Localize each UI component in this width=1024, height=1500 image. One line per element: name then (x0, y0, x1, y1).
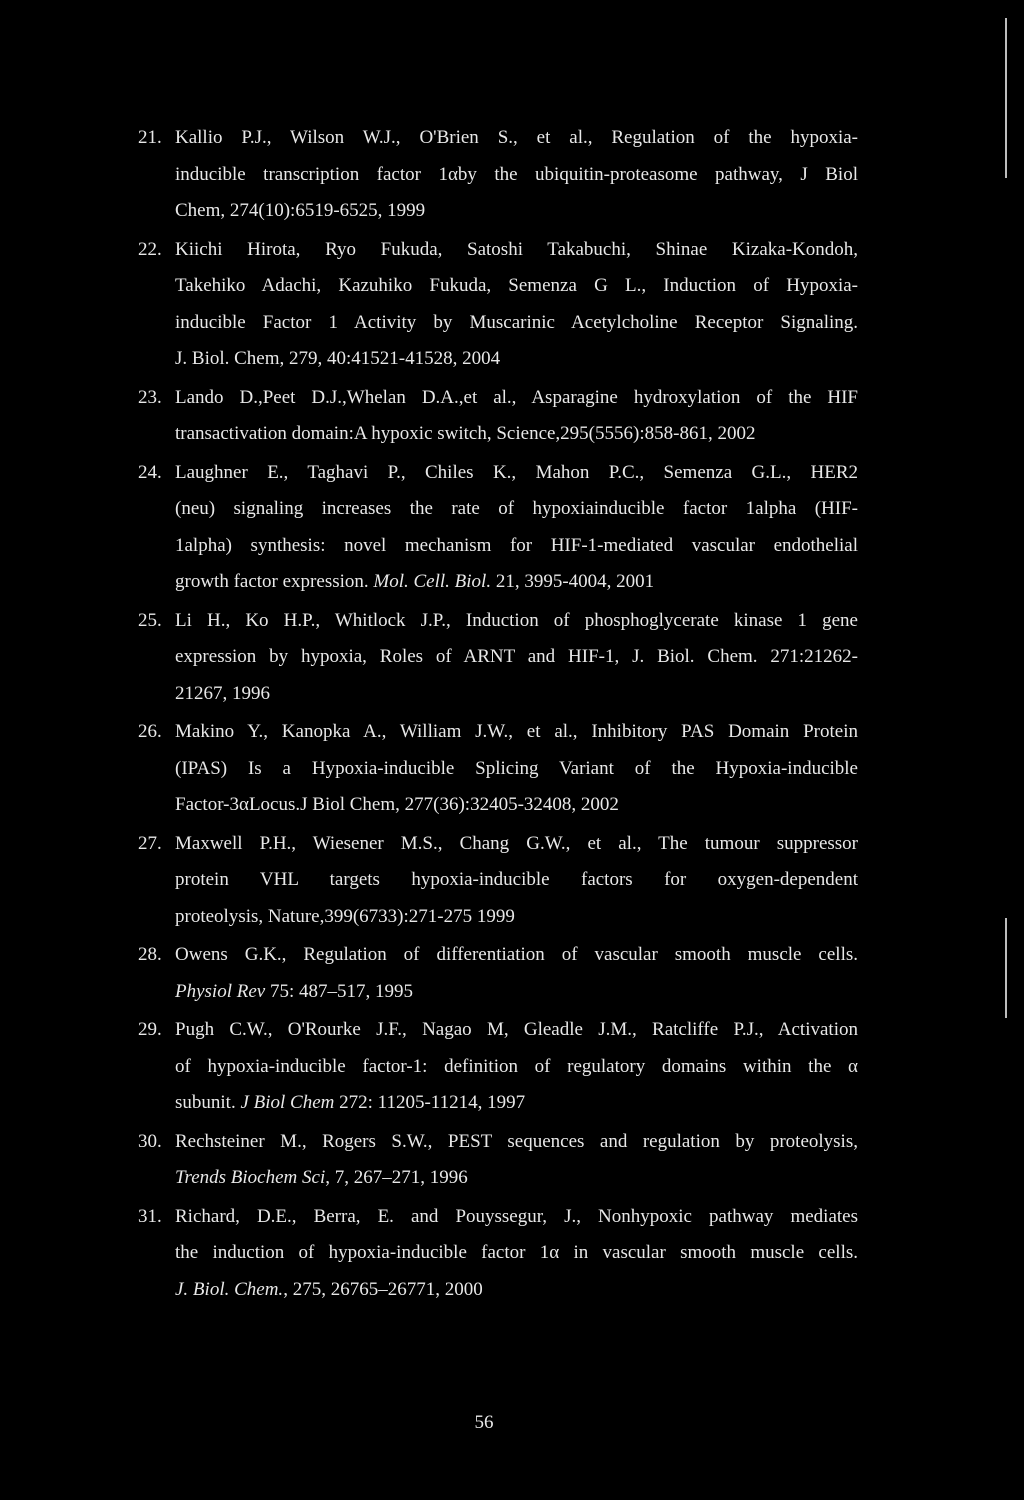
reference-item (138, 603, 858, 713)
reference-line: Richard, D.E., Berra, E. and Pouyssegur, J., Nonhypoxic pathway mediates (175, 1205, 858, 1227)
reference-number: 24. (138, 461, 162, 483)
reference-line: Lando D.,Peet D.J.,Whelan D.A.,et al., Asparagine hydroxylation of the HIF (175, 386, 858, 408)
journal-name: Mol. Cell. Biol. (373, 571, 492, 592)
reference-text: , 7, 267–271, 1996 (325, 1167, 468, 1188)
journal-name: Physiol Rev (175, 980, 266, 1002)
reference-number: 23. (138, 386, 162, 408)
reference-line: Maxwell P.H., Wiesener M.S., Chang G.W., et al., The tumour suppressor (175, 832, 858, 854)
reference-number: 30. (138, 1130, 162, 1152)
reference-number: 21. (138, 127, 162, 148)
reference-text: 75: 487–517, 1995 (265, 980, 413, 1002)
scan-edge-line (1005, 918, 1007, 1018)
reference-line: Takehiko Adachi, Kazuhiko Fukuda, Semenza G L., Induction of Hypoxia- (175, 275, 858, 296)
reference-text: 21, 3995-4004, 2001 (491, 571, 655, 592)
journal-name: J. Biol. Chem. (175, 1278, 284, 1300)
reference-line: Laughner E., Taghavi P., Chiles K., Mahon P.C., Semenza G.L., HER2 (175, 461, 858, 483)
reference-line: inducible transcription factor 1αby the ubiquitin-proteasome pathway, J Biol (175, 163, 858, 185)
reference-item (138, 1124, 858, 1197)
page-number: 56 (474, 1412, 494, 1433)
reference-item (138, 1012, 858, 1122)
reference-list (138, 120, 858, 1310)
reference-line: protein VHL targets hypoxia-inducible factors for oxygen-dependent (175, 869, 858, 890)
reference-number: 26. (138, 721, 162, 742)
reference-line: expression by hypoxia, Roles of ARNT and HIF-1, J. Biol. Chem. 271:21262- (175, 646, 858, 667)
reference-text: 272: 11205-11214, 1997 (334, 1092, 526, 1113)
reference-item (138, 1199, 858, 1309)
reference-text: subunit. (175, 1092, 241, 1113)
reference-number: 31. (138, 1205, 162, 1227)
journal-name: Trends Biochem Sci (175, 1167, 326, 1188)
reference-line: 21267, 1996 (175, 682, 270, 704)
reference-item (138, 826, 858, 936)
reference-item (138, 455, 858, 601)
reference-line: Owens G.K., Regulation of differentiation of vascular smooth muscle cells. (175, 944, 858, 965)
reference-number: 28. (138, 944, 162, 965)
reference-line: of hypoxia-inducible factor-1: definition of regulatory domains within the α (175, 1055, 858, 1077)
reference-number: 25. (138, 609, 162, 631)
scan-edge-line (1005, 18, 1007, 178)
reference-line: Li H., Ko H.P., Whitlock J.P., Induction of phosphoglycerate kinase 1 gene (175, 609, 858, 631)
reference-line: 1alpha) synthesis: novel mechanism for HIF-1-mediated vascular endothelial (175, 534, 858, 556)
reference-line: the induction of hypoxia-inducible factor 1α in vascular smooth muscle cells. (175, 1242, 858, 1263)
reference-line: Factor-3αLocus.J Biol Chem, 277(36):32405-32408, 2002 (175, 794, 619, 815)
reference-text: , 275, 26765–26771, 2000 (283, 1278, 483, 1300)
reference-line (175, 564, 858, 601)
reference-number: 27. (138, 832, 162, 854)
reference-line: (neu) signaling increases the rate of hypoxiainducible factor 1alpha (HIF- (175, 498, 858, 519)
reference-line (175, 1160, 858, 1197)
reference-line: proteolysis, Nature,399(6733):271-275 1999 (175, 905, 515, 927)
reference-item (138, 380, 858, 453)
reference-line: inducible Factor 1 Activity by Muscarinic Acetylcholine Receptor Signaling. (175, 311, 858, 333)
reference-item (138, 120, 858, 230)
journal-name: J Biol Chem (240, 1092, 335, 1113)
reference-line (175, 1272, 858, 1309)
reference-line (175, 1085, 858, 1122)
reference-line: Chem, 274(10):6519-6525, 1999 (175, 200, 426, 221)
reference-item (138, 714, 858, 824)
reference-item (138, 232, 858, 378)
reference-text: growth factor expression. (175, 571, 374, 592)
reference-line: Makino Y., Kanopka A., William J.W., et al., Inhibitory PAS Domain Protein (175, 721, 858, 742)
reference-line: Kiichi Hirota, Ryo Fukuda, Satoshi Takabuchi, Shinae Kizaka-Kondoh, (175, 238, 858, 260)
reference-item (138, 937, 858, 1010)
reference-line: J. Biol. Chem, 279, 40:41521-41528, 2004 (175, 348, 501, 369)
reference-line: Pugh C.W., O'Rourke J.F., Nagao M, Gleadle J.M., Ratcliffe P.J., Activation (175, 1019, 858, 1040)
reference-line: (IPAS) Is a Hypoxia-inducible Splicing Variant of the Hypoxia-inducible (175, 757, 858, 779)
reference-line (175, 974, 858, 1011)
reference-number: 29. (138, 1019, 162, 1040)
reference-line: transactivation domain:A hypoxic switch, Science,295(5556):858-861, 2002 (175, 423, 756, 444)
reference-line: Kallio P.J., Wilson W.J., O'Brien S., et al., Regulation of the hypoxia- (175, 127, 858, 148)
reference-number: 22. (138, 238, 162, 260)
reference-line: Rechsteiner M., Rogers S.W., PEST sequences and regulation by proteolysis, (175, 1130, 858, 1152)
